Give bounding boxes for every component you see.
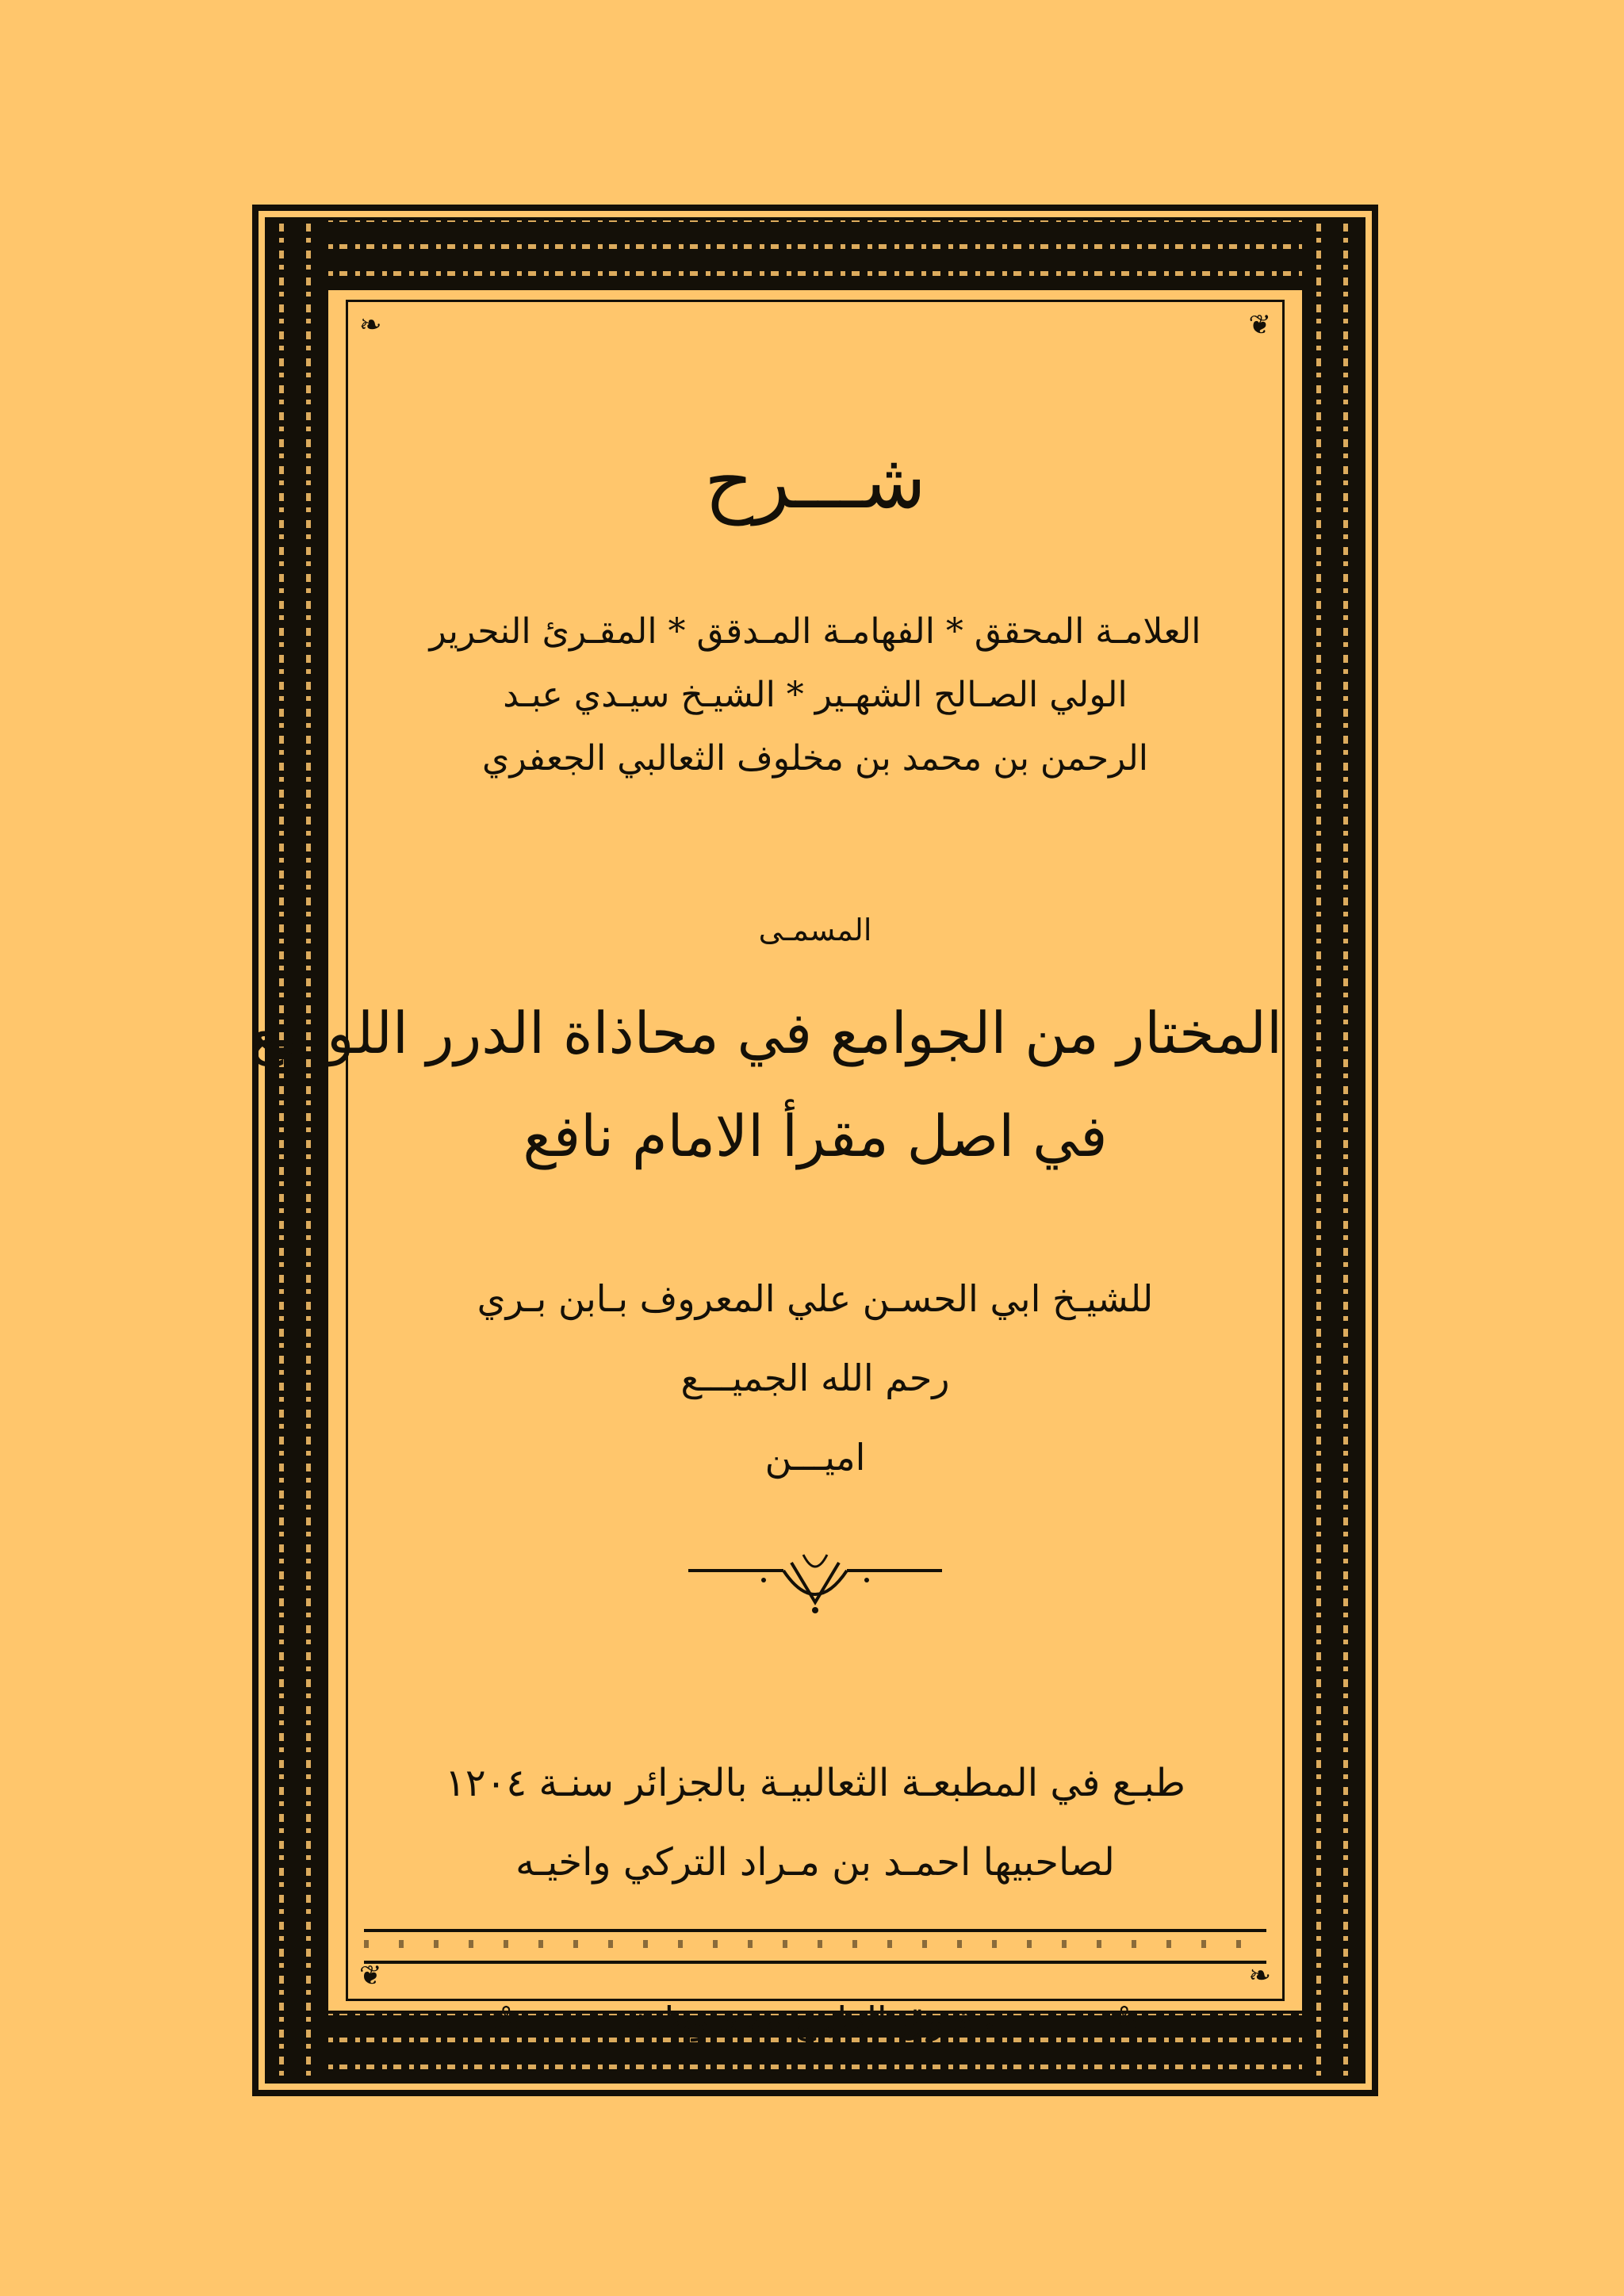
printing-line: لصاحبيها احمـد بن مـراد التركي واخيـه [515,1840,1115,1885]
title-page-panel [249,300,1285,2042]
author-line: رحم الله الجميـــع [680,1357,950,1399]
named-label: المسمـى [758,913,872,947]
corner-flourish-icon: ❧ [1248,1960,1271,1992]
printing-line: طبـع في المطبعـة الثعالبيـة بالجزائر سنـة ١٢٠٤ [445,1761,1185,1805]
description-line: الرحمن بن محمد بن مخلوف الثعالبي الجعفري [482,738,1148,779]
corner-flourish-icon: ❧ [359,309,382,341]
book-title-line: في اصل مقرأ الامام نافع [523,1103,1108,1169]
ornamental-divider-icon [688,1547,942,1618]
divider-rule-dots [364,1940,1266,1948]
book-title-line: المختار من الجوامع في محاذاة الدرر اللوامع [249,1000,1282,1066]
corner-flourish-icon: ❦ [359,1960,382,1992]
ornamental-border-left [265,217,328,2084]
copyright-notice: حقـوق الطبـع محفـوظـة [633,1999,998,2042]
ornamental-border-right [1302,217,1365,2084]
floral-ornament-icon: ✾ [1109,1999,1139,2042]
description-line: الولي الصـالح الشهـير * الشيـخ سيـدي عبـد [503,675,1128,715]
description-line: العلامـة المحقق * الفهامـة المـدقق * المقـرئ النحرير [429,611,1201,652]
corner-flourish-icon: ❦ [1248,309,1271,341]
heading: شـــرح [704,437,926,526]
divider-rule [364,1961,1266,1964]
author-line: للشيـخ ابي الحسـن علي المعروف بـابن بـري [477,1277,1154,1320]
ornamental-border-top [266,217,1364,290]
amen-line: اميـــن [764,1436,866,1479]
title-page-frame [249,205,1378,2096]
floral-ornament-icon: ✾ [491,1999,522,2042]
divider-rule [364,1929,1266,1932]
